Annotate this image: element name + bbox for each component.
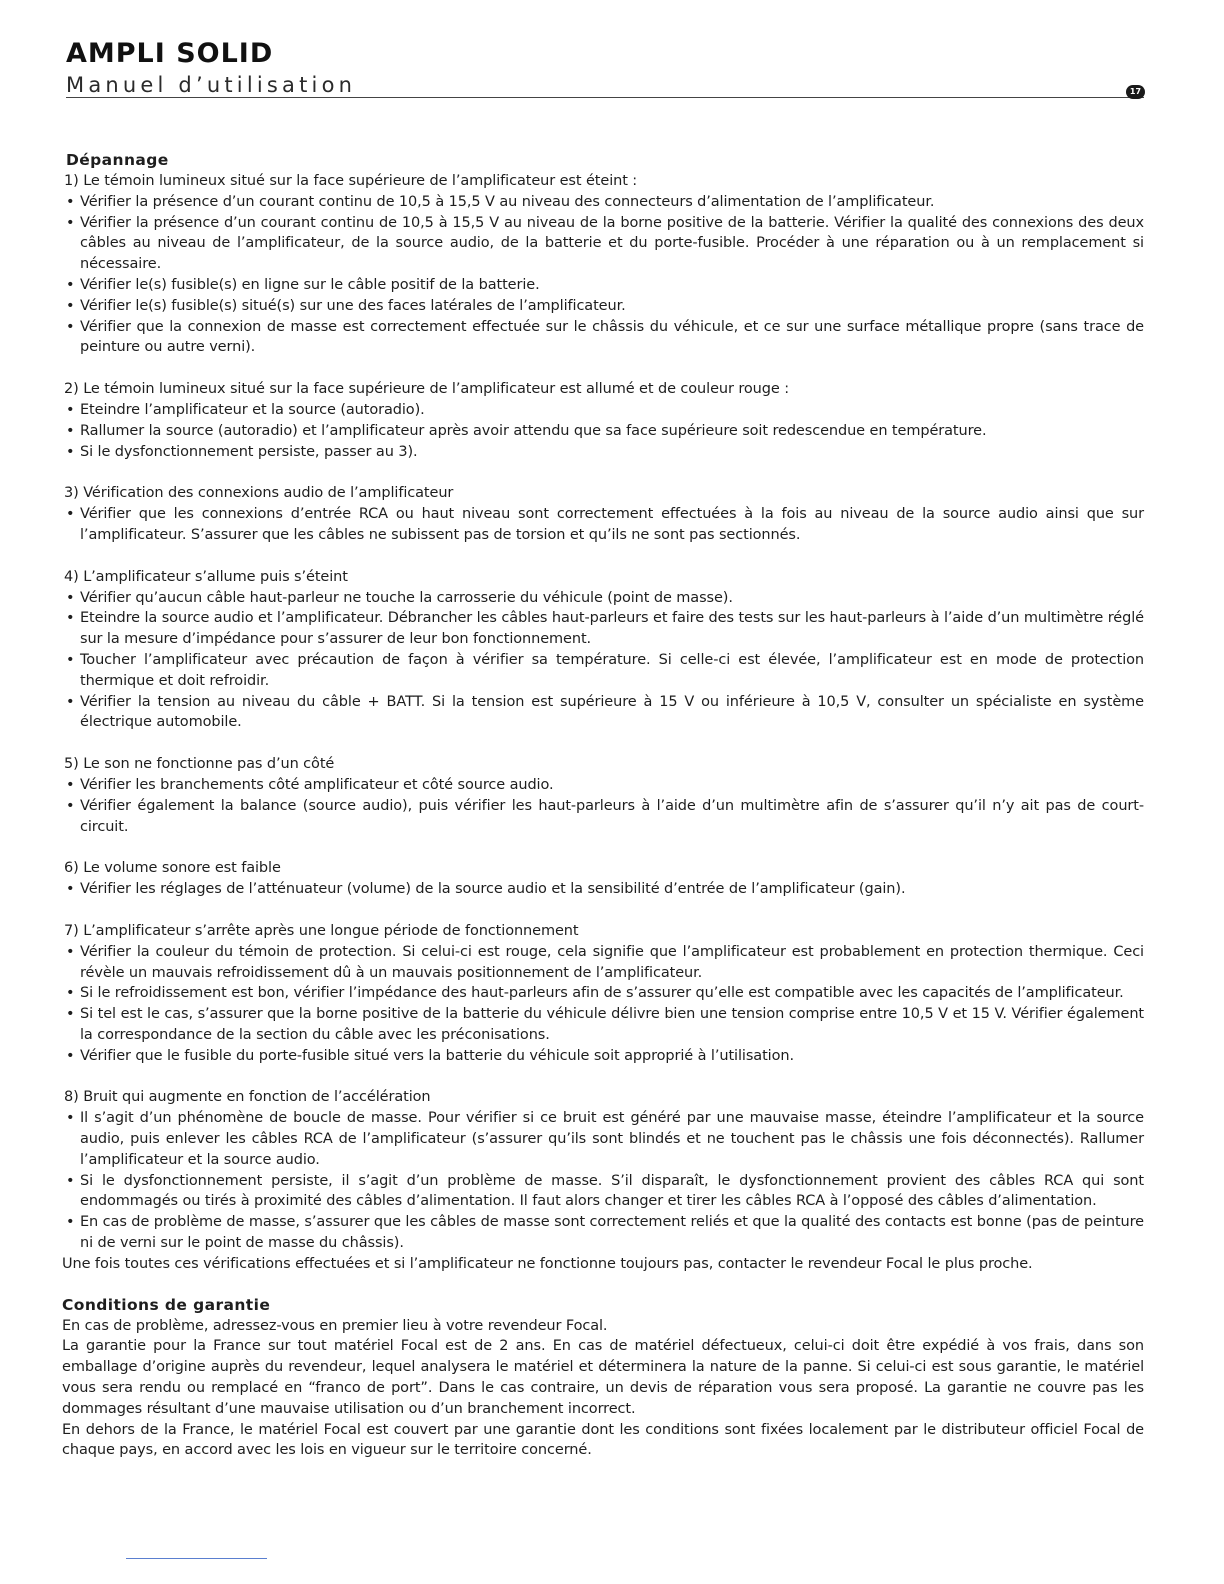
- group-heading: 6) Le volume sonore est faible: [64, 860, 281, 877]
- group-heading: 3) Vérification des connexions audio de l’amplificateur: [64, 485, 454, 502]
- warranty-paragraph: En dehors de la France, le matériel Focal est couvert par une garantie dont les conditions sont fixées localement par le distributeur officiel Focal de chaque pays, en accord avec les lois en vigueur sur le territoire concerné.: [62, 1421, 1144, 1459]
- warranty-text: [62, 1316, 1144, 1462]
- bullet-item: • Vérifier le(s) fusible(s) situé(s) sur une des faces latérales de l’amplificateur.: [62, 296, 1144, 317]
- bullet-item: • Vérifier la couleur du témoin de protection. Si celui-ci est rouge, cela signifie que l’amplificateur est probablement en protection thermique. Ceci révèle un mauvais refroidissement dû à un mauvais positionnement de l’amplificateur.: [62, 942, 1144, 984]
- bullet-item: • Vérifier la présence d’un courant continu de 10,5 à 15,5 V au niveau des connecteurs d’alimentation de l’amplificateur.: [62, 192, 1144, 213]
- group-heading: 2) Le témoin lumineux situé sur la face supérieure de l’amplificateur est allumé et de couleur rouge :: [64, 381, 789, 398]
- group-heading: 1) Le témoin lumineux situé sur la face supérieure de l’amplificateur est éteint :: [64, 173, 638, 189]
- bullet-item: • Vérifier également la balance (source audio), puis vérifier les haut-parleurs à l’aide d’un multimètre afin de s’assurer qu’il n’y ait pas de court-circuit.: [62, 796, 1144, 838]
- bullet-item: • Si le refroidissement est bon, vérifier l’impédance des haut-parleurs afin de s’assurer qu’elle est compatible avec les capacités de l’amplificateur.: [62, 983, 1144, 1004]
- bullet-item: • Vérifier la présence d’un courant continu de 10,5 à 15,5 V au niveau de la borne positive de la batterie. Vérifier la qualité des connexions des deux câbles au niveau de l’amplificateur, de la source audio, de la batterie et du porte-fusible. Procéder à une réparation ou à un remplacement si nécessaire.: [62, 213, 1144, 275]
- document-subtitle: Manuel d’utilisation: [66, 73, 357, 97]
- bullet-item: • Eteindre la source audio et l’amplificateur. Débrancher les câbles haut-parleurs et faire des tests sur les haut-parleurs à l’aide d’un multimètre réglé sur la mesure d’impédance pour s’assurer de leur bon fonctionnement.: [62, 608, 1144, 650]
- bullet-item: • Si tel est le cas, s’assurer que la borne positive de la batterie du véhicule délivre bien une tension comprise entre 10,5 V et 15 V. Vérifier également la correspondance de la section du câble avec les préconisations.: [62, 1004, 1144, 1046]
- footer-divider: [126, 1558, 267, 1559]
- bullet-list: [62, 400, 1144, 462]
- page-content: [62, 150, 1144, 1461]
- bullet-item: • Vérifier que la connexion de masse est correctement effectuée sur le châssis du véhicule, et ce sur une surface métallique propre (sans trace de peinture ou autre verni).: [62, 317, 1144, 359]
- group-heading: 4) L’amplificateur s’allume puis s’éteint: [64, 568, 348, 585]
- troubleshooting-group: [62, 379, 1144, 462]
- bullet-item: • Vérifier que le fusible du porte-fusible situé vers la batterie du véhicule soit approprié à l’utilisation.: [62, 1046, 1144, 1067]
- bullet-item: • Vérifier les branchements côté amplificateur et côté source audio.: [62, 775, 1144, 796]
- bullet-item: • Si le dysfonctionnement persiste, il s’agit d’un problème de masse. S’il disparaît, le dysfonctionnement provient des câbles RCA qui sont endommagés ou tirés à proximité des câbles d’alimentation. Il faut alors changer et tirer les câbles RCA à l’opposé des câbles d’alimentation.: [62, 1171, 1144, 1213]
- bullet-item: • En cas de problème de masse, s’assurer que les câbles de masse sont correctement reliés et que la qualité des contacts est bonne (pas de peinture ni de verni sur le point de masse du châssis).: [62, 1212, 1144, 1254]
- troubleshooting-group: [62, 921, 1144, 1067]
- bullet-list: [62, 588, 1144, 734]
- bullet-item: • Vérifier la tension au niveau du câble + BATT. Si la tension est supérieure à 15 V ou inférieure à 10,5 V, consulter un spécialiste en système électrique automobile.: [62, 692, 1144, 734]
- bullet-item: • Vérifier les réglages de l’atténuateur (volume) de la source audio et la sensibilité d’entrée de l’amplificateur (gain).: [62, 879, 1144, 900]
- bullet-item: • Rallumer la source (autoradio) et l’amplificateur après avoir attendu que sa face supérieure soit redescendue en température.: [62, 421, 1144, 442]
- section-title-garantie: Conditions de garantie: [62, 1295, 271, 1314]
- warranty-paragraph: La garantie pour la France sur tout matériel Focal est de 2 ans. En cas de matériel défectueux, celui-ci doit être expédié à vos frais, dans son emballage d’origine auprès du revendeur, lequel analysera le matériel et déterminera la nature de la panne. Si celui-ci est sous garantie, le matériel vous sera rendu ou remplacé en “franco de port”. Dans le cas contraire, un devis de réparation vous sera proposé. La garantie ne couvre pas les dommages résultant d’une mauvaise utilisation ou d’un branchement incorrect.: [62, 1338, 1144, 1417]
- bullet-list: [62, 775, 1144, 837]
- document-title: AMPLI SOLID: [66, 38, 274, 69]
- warranty-paragraph: En cas de problème, adressez-vous en premier lieu à votre revendeur Focal.: [62, 1317, 608, 1334]
- bullet-item: • Eteindre l’amplificateur et la source (autoradio).: [62, 400, 1144, 421]
- troubleshooting-group: [62, 171, 1144, 358]
- bullet-item: • Si le dysfonctionnement persiste, passer au 3).: [62, 442, 1144, 463]
- bullet-item: • Vérifier que les connexions d’entrée RCA ou haut niveau sont correctement effectuées à la fois au niveau de la source audio ainsi que sur l’amplificateur. S’assurer que les câbles ne subissent pas de torsion et qu’ils ne sont pas sectionnés.: [62, 504, 1144, 546]
- bullet-list: [62, 192, 1144, 358]
- bullet-item: • Il s’agit d’un phénomène de boucle de masse. Pour vérifier si ce bruit est généré par une mauvaise masse, éteindre l’amplificateur et la source audio, puis enlever les câbles RCA de l’amplificateur (s’assurer qu’ils sont blindés et ne touchent pas le châssis une fois déconnectés). Rallumer l’amplificateur et la source audio.: [62, 1108, 1144, 1170]
- group-heading: 5) Le son ne fonctionne pas d’un côté: [64, 756, 335, 773]
- bullet-list: [62, 1108, 1144, 1254]
- bullet-item: • Vérifier le(s) fusible(s) en ligne sur le câble positif de la batterie.: [62, 275, 1144, 296]
- troubleshooting-group: [62, 754, 1144, 837]
- group-heading: 7) L’amplificateur s’arrête après une longue période de fonctionnement: [64, 922, 579, 939]
- troubleshooting-list: [62, 171, 1144, 1254]
- final-note: Une fois toutes ces vérifications effectuées et si l’amplificateur ne fonctionne toujours pas, contacter le revendeur Focal le plus proche.: [62, 1255, 1033, 1272]
- header-divider: [66, 97, 1144, 98]
- troubleshooting-group: [62, 1087, 1144, 1253]
- bullet-item: • Vérifier qu’aucun câble haut-parleur ne touche la carrosserie du véhicule (point de masse).: [62, 588, 1144, 609]
- troubleshooting-group: [62, 858, 1144, 900]
- bullet-list: [62, 942, 1144, 1067]
- page-number-badge: 17: [1126, 85, 1145, 99]
- group-heading: 8) Bruit qui augmente en fonction de l’accélération: [64, 1089, 431, 1106]
- section-title-depannage: Dépannage: [66, 151, 169, 169]
- troubleshooting-group: [62, 567, 1144, 733]
- bullet-item: • Toucher l’amplificateur avec précaution de façon à vérifier sa température. Si celle-ci est élevée, l’amplificateur est en mode de protection thermique et doit refroidir.: [62, 650, 1144, 692]
- troubleshooting-group: [62, 483, 1144, 545]
- bullet-list: [62, 879, 1144, 900]
- bullet-list: [62, 504, 1144, 546]
